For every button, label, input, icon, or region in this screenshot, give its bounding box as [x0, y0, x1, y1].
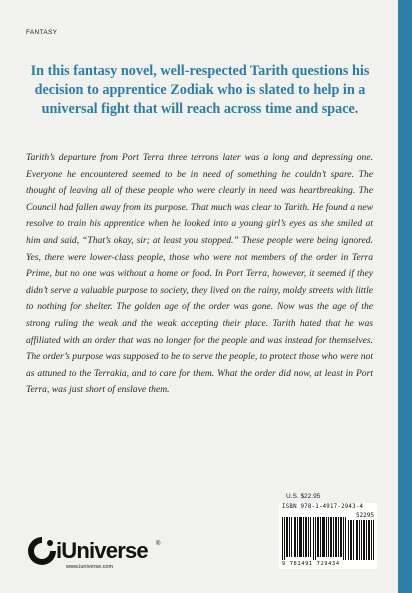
publisher-name: iUniverse [56, 538, 148, 563]
isbn-number: ISBN 978-1-4917-2943-4 [282, 504, 364, 510]
book-excerpt: Tarith’s departure from Port Terra three terrons later was a long and depressing one. Everyone he encountered seemed to be in need of something he couldn’t spare. The thought of leaving all of these people who were clearly in need was heartbreaking. The Council had fallen away from its purpose. That much was clear to Tarith. He found a new resolve to train his apprentice when he looked into a young girl’s eyes as she smiled at him and said, “That’s okay, sir; at least you stopped.” These people were being ignored. Yes, there were lower-class people, those who were not members of the order in Terra Prime, but no one was without a home or food. In Port Terra, however, it seemed if they didn’t serve a valuable purpose to society, they lived on the rainy, moldy streets with little to nothing for shelter. The golden age of the order was gone. Now was the age of the strong ruling the weak and the weak accepting their place. Tarith hated that he was affiliated with an order that was no longer for the people and was instead for themselves. The order’s purpose was supposed to be to serve the people, to protect those who were not as attuned to the Terrakia, and to care for them. What the order did now, at least in Port Terra, was just short of enslave them. [26, 152, 373, 396]
isbn-barcode [279, 503, 377, 569]
spine-edge [398, 0, 412, 593]
publisher-logo [26, 535, 166, 575]
iuniverse-swoosh-icon [26, 535, 58, 567]
barcode-digits: 9 781491 729434 [282, 561, 340, 567]
registered-mark: ® [156, 541, 161, 547]
genre-label: FANTASY [26, 29, 58, 36]
publisher-url: www.iuniverse.com [66, 564, 114, 570]
price-barcode-icon [348, 520, 374, 560]
price-label: U.S. $22.95 [286, 493, 321, 500]
book-blurb-headline: In this fantasy novel, well-respected Tarith questions his decision to apprentice Zodiak who is slated to help in a universal fight that will reach across time and space. [30, 63, 370, 117]
price-code: 52295 [355, 512, 374, 519]
ean-barcode-icon [282, 517, 346, 560]
